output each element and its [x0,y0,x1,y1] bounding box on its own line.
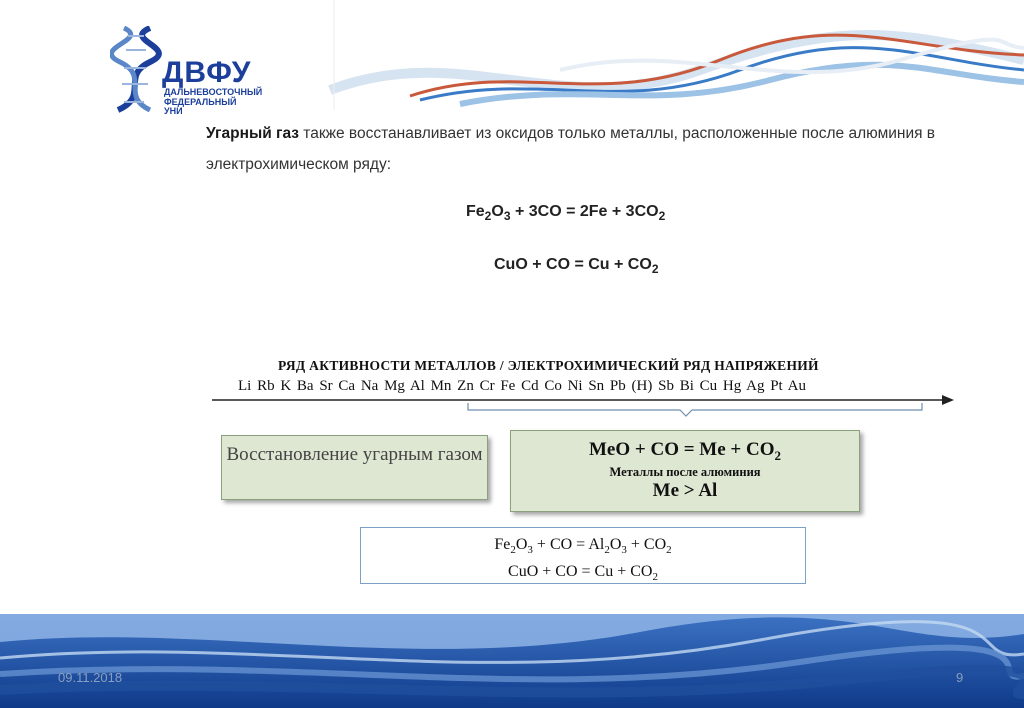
equation-copper-oxide: CuO + CO = $Cu + CO_2$ [494,256,659,277]
dvfu-logo [108,24,263,116]
footer-wave-decoration [0,614,1024,708]
dna-helix-icon [110,26,162,114]
page-number: 9 [956,670,964,685]
equation-iron-oxide: $Fe_2O_3 + 3CO = 2Fe + 3CO_2$ [466,203,666,224]
reduction-label-box [221,435,488,500]
general-equation-box [510,430,860,512]
general-equation: MeO + CO = $Me + CO_2$ [589,439,781,463]
example-equation-1: $Fe_2O_3$ + CO = $Al_2O_3 + CO_2$ [494,536,672,557]
logo-subtitle-line1: ДАЛЬНЕВОСТОЧНЫЙ [164,87,263,97]
series-arrow [210,394,955,424]
intro-paragraph [206,118,966,180]
activity-series-elements: Li Rb K Ba Sr Ca Na Mg Al Mn Zn Cr Fe Cd Co Ni Sn Pb (H) Sb Bi Cu Hg Ag Pt Au [238,378,806,394]
example-equations-box [360,527,806,584]
reduction-label: Восстановление угарным газом [226,444,483,465]
metal-condition: Me > Al [652,479,718,501]
logo-title: ДВФУ [162,56,252,89]
logo-subtitle [164,88,262,117]
intro-bold-term: Угарный газ [206,125,299,142]
example-equation-2: CuO + CO = $Cu + CO_2$ [508,563,658,584]
logo-subtitle-line3: УНИ [164,106,183,116]
footer-date: 09.11.2018 [58,670,123,685]
metals-after-aluminium-note: Металлы после алюминия [609,464,761,479]
activity-series-title: РЯД АКТИВНОСТИ МЕТАЛЛОВ / ЭЛЕКТРОХИМИЧЕСКИЙ РЯД НАПРЯЖЕНИЙ [278,358,819,373]
logo-subtitle-line2: ФЕДЕРАЛЬНЫЙ [164,96,237,107]
intro-text: также восстанавливает из оксидов только металлы, расположенные после алюминия в электрохимическом ряду: [206,125,936,173]
